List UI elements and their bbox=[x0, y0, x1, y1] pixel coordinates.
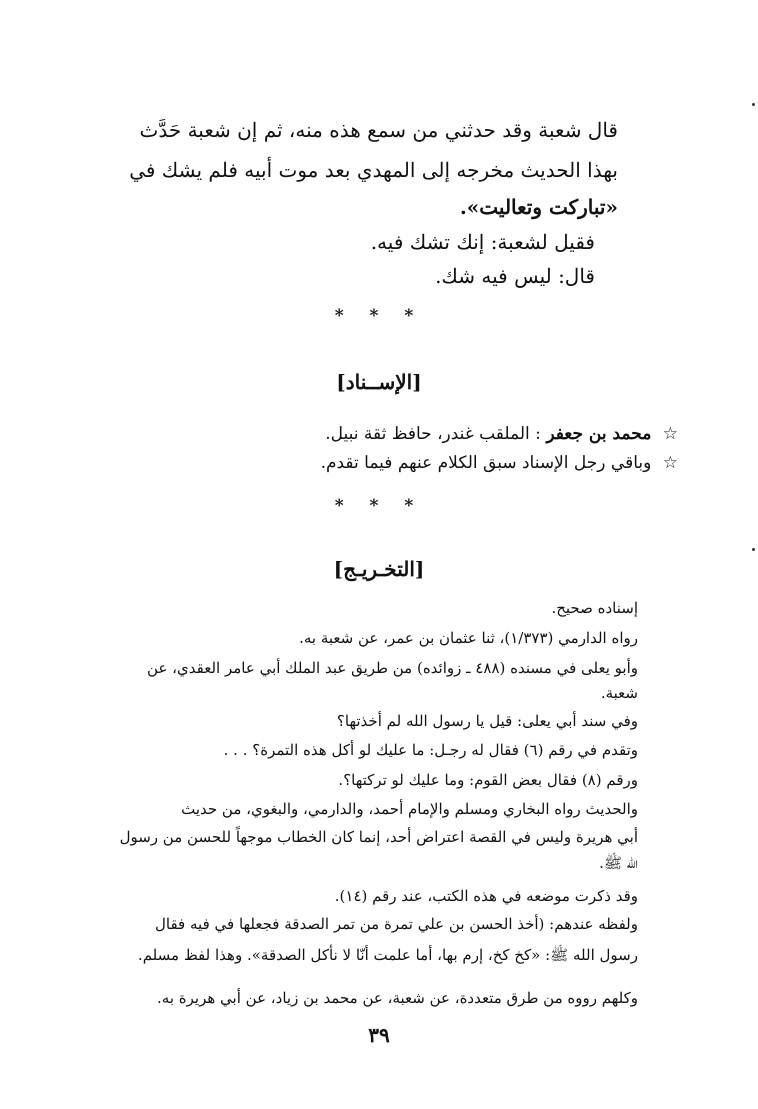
narration-line-5: قال: ليس فيه شك. bbox=[435, 264, 595, 288]
takhrij-line: رسول الله ﷺ: «كخ كخ، إرم بها، أما علمت أنّا لا نأكل الصدقة». وهذا لفظ مسلم. bbox=[137, 946, 638, 964]
margin-speck bbox=[752, 548, 755, 551]
narration-line-1: قال شعبة وقد حدثني من سمع هذه منه، ثم إن شعبة حَدَّث bbox=[139, 118, 618, 142]
isnad-heading: [الإســناد] bbox=[336, 370, 422, 394]
narration-line-3: «تباركت وتعاليت». bbox=[459, 195, 618, 219]
takhrij-heading: [التخـريـج] bbox=[333, 557, 425, 581]
takhrij-line: ولفظه عندهم: (أخذ الحسن بن علي تمرة من تمر الصدقة فجعلها في فيه فقال bbox=[155, 915, 638, 933]
takhrij-line: وكلهم رووه من طرق متعددة، عن شعبة، عن محمد بن زياد، عن أبي هريرة به. bbox=[157, 989, 638, 1007]
takhrij-line: شعبة. bbox=[600, 684, 638, 702]
takhrij-line: وأبو يعلى في مسنده (٤٨٨ ـ زوائده) من طريق عبد الملك أبي عامر العقدي، عن bbox=[147, 659, 638, 677]
takhrij-line: والحديث رواه البخاري ومسلم والإمام أحمد، والدارمي، والبغوي، من حديث bbox=[181, 800, 638, 818]
isnad-item-2 bbox=[258, 448, 678, 478]
narration-line-4: فقيل لشعبة: إنك تشك فيه. bbox=[370, 230, 595, 254]
isnad-item-1 bbox=[258, 419, 678, 449]
separator-1: * * * bbox=[334, 306, 424, 326]
takhrij-line: الله ﷺ. bbox=[599, 854, 638, 872]
separator-2: * * * bbox=[334, 496, 424, 516]
narration-line-2: بهذا الحديث مخرجه إلى المهدي بعد موت أبيه فلم يشك في bbox=[129, 158, 618, 182]
margin-speck bbox=[752, 103, 755, 106]
takhrij-line: إسناده صحيح. bbox=[551, 599, 638, 617]
star-bullet-icon: ☆ bbox=[662, 453, 678, 473]
takhrij-line: وتقدم في رقم (٦) فقال له رجـل: ما عليك لو أكل هذه التمرة؟ . . . bbox=[223, 741, 638, 759]
takhrij-line: وفي سند أبي يعلى: قيل يا رسول الله لم أخذتها؟ bbox=[336, 712, 638, 730]
takhrij-line: أبي هريرة وليس في القصة اعتراض أحد، إنما كان الخطاب موجهاً للحسن من رسول bbox=[119, 828, 638, 846]
takhrij-line: ورقم (٨) فقال بعض القوم: وما عليك لو تركتها؟. bbox=[338, 771, 638, 789]
isnad-note: وباقي رجل الإسناد سبق الكلام عنهم فيما تقدم. bbox=[320, 453, 652, 473]
takhrij-line: وقد ذكرت موضعه في هذه الكتب، عند رقم (١٤). bbox=[334, 887, 638, 905]
takhrij-line: رواه الدارمي (١/٣٧٣)، ثنا عثمان بن عمر، عن شعبة به. bbox=[299, 629, 638, 647]
narrator-description: : الملقب غندر، حافظ ثقة نبيل. bbox=[325, 424, 541, 444]
page-number: ٣٩ bbox=[368, 1023, 390, 1047]
star-bullet-icon: ☆ bbox=[662, 424, 678, 444]
narrator-name: محمد بن جعفر bbox=[546, 424, 652, 444]
